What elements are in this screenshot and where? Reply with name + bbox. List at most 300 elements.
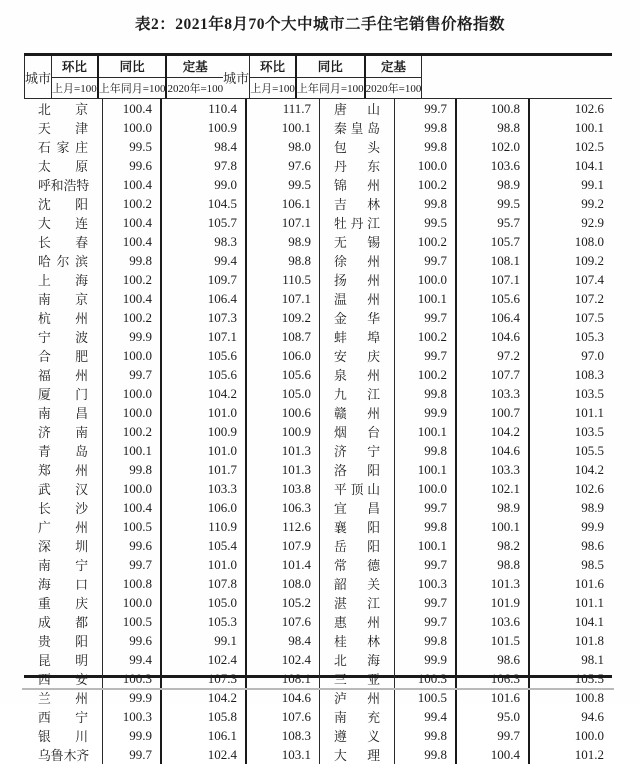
yoy-index-value: 105.3 bbox=[162, 612, 247, 631]
mom-index-value: 99.8 bbox=[395, 441, 457, 460]
table-row bbox=[320, 479, 612, 498]
mom-index-value: 99.6 bbox=[103, 631, 162, 650]
table-row bbox=[24, 156, 320, 175]
mom-index-value: 99.7 bbox=[103, 745, 162, 764]
mom-index-value: 99.8 bbox=[395, 384, 457, 403]
mom-index-value: 99.7 bbox=[395, 251, 457, 270]
fixed-base-index-value: 98.5 bbox=[581, 556, 604, 572]
header-mom-label: 环比 bbox=[250, 56, 295, 78]
yoy-index-value: 100.9 bbox=[162, 422, 247, 441]
mom-index-value: 100.4 bbox=[103, 232, 162, 251]
header-base-sublabel: 2020年=100 bbox=[167, 82, 224, 95]
yoy-index-value: 109.7 bbox=[162, 270, 247, 289]
fixed-base-index-value: 108.3 bbox=[574, 366, 604, 382]
yoy-index-value: 107.1 bbox=[162, 327, 247, 346]
mom-index-value: 100.2 bbox=[395, 175, 457, 194]
yoy-index-value: 107.3 bbox=[162, 308, 247, 327]
mom-index-value: 100.0 bbox=[103, 384, 162, 403]
city-name: 泸 州 bbox=[320, 688, 395, 707]
table-row bbox=[320, 574, 612, 593]
header-yoy-label: 同比 bbox=[99, 56, 166, 78]
mom-index-value: 99.9 bbox=[395, 403, 457, 422]
mom-index-value: 99.5 bbox=[103, 137, 162, 156]
price-index-table bbox=[24, 53, 612, 763]
fixed-base-index-value: 98.0 bbox=[247, 137, 320, 156]
city-name: 蚌 埠 bbox=[320, 327, 395, 346]
city-name: 贵 阳 bbox=[24, 631, 103, 650]
mom-index-value: 100.3 bbox=[395, 574, 457, 593]
yoy-index-value: 104.2 bbox=[162, 688, 247, 707]
fixed-base-index-value: 104.2 bbox=[574, 461, 604, 477]
city-name: 西 安 bbox=[24, 669, 103, 688]
fixed-base-index-value: 109.2 bbox=[574, 252, 604, 268]
fixed-base-index-value: 98.6 bbox=[581, 537, 604, 553]
mom-index-value: 99.9 bbox=[103, 327, 162, 346]
mom-index-value: 100.0 bbox=[103, 118, 162, 137]
yoy-index-value: 103.3 bbox=[457, 384, 530, 403]
yoy-index-value: 100.8 bbox=[457, 99, 530, 118]
table-row bbox=[320, 346, 612, 365]
mom-index-value: 100.2 bbox=[103, 422, 162, 441]
city-name: 南 宁 bbox=[24, 555, 103, 574]
header-base-label: 定基 bbox=[167, 56, 223, 78]
yoy-index-value: 106.3 bbox=[457, 669, 530, 688]
yoy-index-value: 99.1 bbox=[162, 631, 247, 650]
header-base-left bbox=[167, 56, 223, 98]
city-name: 湛 江 bbox=[320, 593, 395, 612]
mom-index-value: 99.8 bbox=[395, 631, 457, 650]
city-name: 平 顶 山 bbox=[320, 479, 395, 498]
fixed-base-index-value: 102.5 bbox=[574, 138, 604, 154]
table-row bbox=[24, 707, 320, 726]
yoy-index-value: 102.1 bbox=[457, 479, 530, 498]
mom-index-value: 100.2 bbox=[395, 232, 457, 251]
yoy-index-value: 99.4 bbox=[162, 251, 247, 270]
city-name: 太 原 bbox=[24, 156, 103, 175]
fixed-base-index-value: 101.3 bbox=[247, 441, 320, 460]
table-row bbox=[320, 213, 612, 232]
table-row bbox=[24, 479, 320, 498]
table-row bbox=[320, 517, 612, 536]
yoy-index-value: 103.3 bbox=[457, 460, 530, 479]
yoy-index-value: 103.6 bbox=[457, 612, 530, 631]
city-name: 哈 尔 滨 bbox=[24, 251, 103, 270]
fixed-base-index-value: 101.4 bbox=[247, 555, 320, 574]
table-row bbox=[320, 745, 612, 764]
table-row bbox=[24, 631, 320, 650]
fixed-base-index-value: 105.5 bbox=[574, 670, 604, 686]
fixed-base-index-value: 101.3 bbox=[247, 460, 320, 479]
table-row bbox=[24, 175, 320, 194]
table-row bbox=[24, 726, 320, 745]
mom-index-value: 100.4 bbox=[103, 213, 162, 232]
yoy-index-value: 105.7 bbox=[457, 232, 530, 251]
city-name: 西 宁 bbox=[24, 707, 103, 726]
yoy-index-value: 102.4 bbox=[162, 745, 247, 764]
fixed-base-index-value: 105.3 bbox=[574, 328, 604, 344]
table-row bbox=[320, 99, 612, 118]
city-name: 上 海 bbox=[24, 270, 103, 289]
yoy-index-value: 95.0 bbox=[457, 707, 530, 726]
mom-index-value: 100.0 bbox=[103, 346, 162, 365]
yoy-index-value: 98.4 bbox=[162, 137, 247, 156]
mom-index-value: 99.7 bbox=[395, 593, 457, 612]
mom-index-value: 99.8 bbox=[103, 251, 162, 270]
yoy-index-value: 100.1 bbox=[457, 517, 530, 536]
fixed-base-index-value: 107.6 bbox=[247, 612, 320, 631]
city-name: 三 亚 bbox=[320, 669, 395, 688]
mom-index-value: 100.0 bbox=[103, 479, 162, 498]
table-row bbox=[24, 213, 320, 232]
table-row bbox=[24, 498, 320, 517]
mom-index-value: 100.1 bbox=[395, 460, 457, 479]
mom-index-value: 99.6 bbox=[103, 536, 162, 555]
city-name: 遵 义 bbox=[320, 726, 395, 745]
city-name: 青 岛 bbox=[24, 441, 103, 460]
yoy-index-value: 99.5 bbox=[457, 194, 530, 213]
mom-index-value: 99.7 bbox=[103, 555, 162, 574]
fixed-base-index-value: 94.6 bbox=[581, 708, 604, 724]
yoy-index-value: 110.9 bbox=[162, 517, 247, 536]
mom-index-value: 99.6 bbox=[103, 156, 162, 175]
city-name: 兰 州 bbox=[24, 688, 103, 707]
city-name: 宜 昌 bbox=[320, 498, 395, 517]
yoy-index-value: 101.0 bbox=[162, 555, 247, 574]
fixed-base-index-value: 107.2 bbox=[574, 290, 604, 306]
table-row bbox=[24, 289, 320, 308]
city-name: 济 宁 bbox=[320, 441, 395, 460]
yoy-index-value: 98.2 bbox=[457, 536, 530, 555]
city-name: 南 昌 bbox=[24, 403, 103, 422]
fixed-base-index-value: 97.6 bbox=[247, 156, 320, 175]
fixed-base-index-value: 105.6 bbox=[247, 365, 320, 384]
table-row bbox=[320, 232, 612, 251]
city-name: 南 充 bbox=[320, 707, 395, 726]
mom-index-value: 100.2 bbox=[103, 308, 162, 327]
mom-index-value: 99.4 bbox=[395, 707, 457, 726]
table-row bbox=[320, 175, 612, 194]
fixed-base-index-value: 101.1 bbox=[574, 404, 604, 420]
city-name: 无 锡 bbox=[320, 232, 395, 251]
mom-index-value: 99.7 bbox=[395, 612, 457, 631]
yoy-index-value: 98.6 bbox=[457, 650, 530, 669]
table-row bbox=[320, 422, 612, 441]
fixed-base-index-value: 98.9 bbox=[581, 499, 604, 515]
header-mom-right bbox=[250, 56, 297, 98]
city-name: 宁 波 bbox=[24, 327, 103, 346]
table-row bbox=[24, 99, 320, 118]
mom-index-value: 100.1 bbox=[395, 536, 457, 555]
table-row bbox=[24, 669, 320, 688]
fixed-base-index-value: 108.1 bbox=[247, 669, 320, 688]
yoy-index-value: 103.6 bbox=[457, 156, 530, 175]
city-name: 唐 山 bbox=[320, 99, 395, 118]
fixed-base-index-value: 98.1 bbox=[581, 651, 604, 667]
city-name: 乌 鲁 木 齐 bbox=[24, 745, 103, 764]
city-name: 武 汉 bbox=[24, 479, 103, 498]
mom-index-value: 99.7 bbox=[395, 498, 457, 517]
fixed-base-index-value: 110.5 bbox=[247, 270, 320, 289]
header-base-sublabel: 2020年=100 bbox=[365, 82, 422, 95]
table-body bbox=[24, 99, 612, 763]
mom-index-value: 99.9 bbox=[395, 650, 457, 669]
city-name: 泉 州 bbox=[320, 365, 395, 384]
city-name: 金 华 bbox=[320, 308, 395, 327]
city-name: 长 沙 bbox=[24, 498, 103, 517]
table-row bbox=[24, 422, 320, 441]
city-name: 烟 台 bbox=[320, 422, 395, 441]
table-row bbox=[320, 365, 612, 384]
fixed-base-index-value: 107.9 bbox=[247, 536, 320, 555]
yoy-index-value: 97.2 bbox=[457, 346, 530, 365]
fixed-base-index-value: 101.6 bbox=[574, 575, 604, 591]
fixed-base-index-value: 99.1 bbox=[581, 176, 604, 192]
mom-index-value: 100.8 bbox=[103, 574, 162, 593]
yoy-index-value: 104.6 bbox=[457, 441, 530, 460]
yoy-index-value: 98.3 bbox=[162, 232, 247, 251]
fixed-base-index-value: 107.1 bbox=[247, 289, 320, 308]
header-mom-left bbox=[52, 56, 99, 98]
yoy-index-value: 99.0 bbox=[162, 175, 247, 194]
yoy-index-value: 105.8 bbox=[162, 707, 247, 726]
fixed-base-index-value: 101.1 bbox=[574, 594, 604, 610]
yoy-index-value: 101.0 bbox=[162, 441, 247, 460]
mom-index-value: 100.5 bbox=[103, 517, 162, 536]
yoy-index-value: 108.1 bbox=[457, 251, 530, 270]
mom-index-value: 99.7 bbox=[395, 99, 457, 118]
fixed-base-index-value: 103.1 bbox=[247, 745, 320, 764]
mom-index-value: 100.2 bbox=[103, 194, 162, 213]
table-row bbox=[320, 384, 612, 403]
table-row bbox=[320, 270, 612, 289]
fixed-base-index-value: 111.7 bbox=[247, 99, 320, 118]
header-city-left: 城市 bbox=[24, 56, 52, 98]
table-row bbox=[24, 555, 320, 574]
table-row bbox=[320, 498, 612, 517]
city-name: 秦 皇 岛 bbox=[320, 118, 395, 137]
mom-index-value: 99.4 bbox=[103, 650, 162, 669]
city-name: 温 州 bbox=[320, 289, 395, 308]
city-name: 岳 阳 bbox=[320, 536, 395, 555]
fixed-base-index-value: 103.8 bbox=[247, 479, 320, 498]
fixed-base-index-value: 99.9 bbox=[581, 518, 604, 534]
fixed-base-index-value: 108.3 bbox=[247, 726, 320, 745]
mom-index-value: 99.9 bbox=[103, 688, 162, 707]
mom-index-value: 100.0 bbox=[395, 156, 457, 175]
mom-index-value: 99.7 bbox=[395, 308, 457, 327]
yoy-index-value: 100.9 bbox=[162, 118, 247, 137]
city-name: 天 津 bbox=[24, 118, 103, 137]
city-name: 吉 林 bbox=[320, 194, 395, 213]
city-name: 襄 阳 bbox=[320, 517, 395, 536]
mom-index-value: 99.8 bbox=[395, 517, 457, 536]
mom-index-value: 99.5 bbox=[395, 213, 457, 232]
table-row bbox=[320, 327, 612, 346]
fixed-base-index-value: 104.6 bbox=[247, 688, 320, 707]
city-name: 韶 关 bbox=[320, 574, 395, 593]
table-body-right bbox=[320, 99, 612, 763]
header-base-label: 定基 bbox=[366, 56, 422, 78]
table-row bbox=[320, 707, 612, 726]
yoy-index-value: 104.2 bbox=[457, 422, 530, 441]
mom-index-value: 100.1 bbox=[395, 289, 457, 308]
yoy-index-value: 105.7 bbox=[162, 213, 247, 232]
table-row bbox=[24, 460, 320, 479]
table-row bbox=[24, 118, 320, 137]
fixed-base-index-value: 99.5 bbox=[247, 175, 320, 194]
city-name: 郑 州 bbox=[24, 460, 103, 479]
city-name: 厦 门 bbox=[24, 384, 103, 403]
fixed-base-index-value: 108.7 bbox=[247, 327, 320, 346]
yoy-index-value: 106.1 bbox=[162, 726, 247, 745]
table-row bbox=[320, 403, 612, 422]
mom-index-value: 99.8 bbox=[395, 137, 457, 156]
city-name: 扬 州 bbox=[320, 270, 395, 289]
table-row bbox=[24, 232, 320, 251]
yoy-index-value: 102.0 bbox=[457, 137, 530, 156]
city-name: 南 京 bbox=[24, 289, 103, 308]
fixed-base-index-value: 104.1 bbox=[574, 157, 604, 173]
fixed-base-index-value: 102.6 bbox=[574, 480, 604, 496]
table-row bbox=[320, 460, 612, 479]
table-row bbox=[320, 612, 612, 631]
mom-index-value: 99.7 bbox=[395, 555, 457, 574]
table-row bbox=[24, 403, 320, 422]
table-row bbox=[320, 194, 612, 213]
table-header bbox=[24, 56, 612, 99]
mom-index-value: 99.7 bbox=[395, 346, 457, 365]
fixed-base-index-value: 100.1 bbox=[247, 118, 320, 137]
city-name: 赣 州 bbox=[320, 403, 395, 422]
fixed-base-index-value: 112.6 bbox=[247, 517, 320, 536]
city-name: 福 州 bbox=[24, 365, 103, 384]
yoy-index-value: 104.5 bbox=[162, 194, 247, 213]
mom-index-value: 100.4 bbox=[103, 99, 162, 118]
table-row bbox=[24, 574, 320, 593]
yoy-index-value: 99.7 bbox=[457, 726, 530, 745]
yoy-index-value: 107.8 bbox=[162, 574, 247, 593]
table-row bbox=[320, 308, 612, 327]
city-name: 徐 州 bbox=[320, 251, 395, 270]
mom-index-value: 99.8 bbox=[395, 726, 457, 745]
mom-index-value: 99.9 bbox=[103, 726, 162, 745]
table-row bbox=[320, 593, 612, 612]
header-yoy-label: 同比 bbox=[297, 56, 364, 78]
mom-index-value: 100.3 bbox=[395, 669, 457, 688]
bottom-divider bbox=[22, 688, 614, 690]
yoy-index-value: 102.4 bbox=[162, 650, 247, 669]
table-row bbox=[320, 669, 612, 688]
fixed-base-index-value: 105.2 bbox=[247, 593, 320, 612]
mom-index-value: 100.4 bbox=[103, 498, 162, 517]
fixed-base-index-value: 92.9 bbox=[581, 214, 604, 230]
mom-index-value: 100.2 bbox=[103, 270, 162, 289]
mom-index-value: 100.5 bbox=[103, 612, 162, 631]
header-yoy-left bbox=[99, 56, 168, 98]
table-row bbox=[24, 745, 320, 764]
table-row bbox=[320, 251, 612, 270]
city-name: 北 京 bbox=[24, 99, 103, 118]
yoy-index-value: 101.6 bbox=[457, 688, 530, 707]
table-row bbox=[24, 365, 320, 384]
table-row bbox=[24, 346, 320, 365]
yoy-index-value: 106.0 bbox=[162, 498, 247, 517]
city-name: 北 海 bbox=[320, 650, 395, 669]
city-name: 常 德 bbox=[320, 555, 395, 574]
table-row bbox=[24, 251, 320, 270]
yoy-index-value: 105.6 bbox=[162, 365, 247, 384]
yoy-index-value: 100.4 bbox=[457, 745, 530, 764]
header-mom-label: 环比 bbox=[52, 56, 97, 78]
city-name: 呼 和 浩 特 bbox=[24, 175, 103, 194]
table-row bbox=[320, 441, 612, 460]
header-city-right: 城市 bbox=[223, 56, 250, 98]
city-name: 石 家 庄 bbox=[24, 137, 103, 156]
yoy-index-value: 106.4 bbox=[457, 308, 530, 327]
yoy-index-value: 105.0 bbox=[162, 593, 247, 612]
fixed-base-index-value: 100.1 bbox=[574, 119, 604, 135]
table-row bbox=[24, 384, 320, 403]
header-yoy-sublabel: 上年同月=100 bbox=[296, 82, 364, 95]
city-name: 昆 明 bbox=[24, 650, 103, 669]
yoy-index-value: 107.1 bbox=[457, 270, 530, 289]
table-title: 表2：2021年8月70个大中城市二手住宅销售价格指数 bbox=[134, 16, 505, 33]
table-row bbox=[24, 536, 320, 555]
city-name: 深 圳 bbox=[24, 536, 103, 555]
fixed-base-index-value: 100.0 bbox=[574, 727, 604, 743]
yoy-index-value: 97.8 bbox=[162, 156, 247, 175]
city-name: 锦 州 bbox=[320, 175, 395, 194]
yoy-index-value: 98.8 bbox=[457, 118, 530, 137]
city-name: 沈 阳 bbox=[24, 194, 103, 213]
mom-index-value: 100.0 bbox=[103, 593, 162, 612]
city-name: 济 南 bbox=[24, 422, 103, 441]
table-row bbox=[320, 289, 612, 308]
table-row bbox=[24, 270, 320, 289]
city-name: 丹 东 bbox=[320, 156, 395, 175]
table-row bbox=[24, 327, 320, 346]
mom-index-value: 100.4 bbox=[103, 175, 162, 194]
yoy-index-value: 105.6 bbox=[162, 346, 247, 365]
yoy-index-value: 100.7 bbox=[457, 403, 530, 422]
fixed-base-index-value: 105.0 bbox=[247, 384, 320, 403]
fixed-base-index-value: 102.6 bbox=[574, 100, 604, 116]
mom-index-value: 100.2 bbox=[395, 327, 457, 346]
city-name: 惠 州 bbox=[320, 612, 395, 631]
mom-index-value: 100.1 bbox=[395, 422, 457, 441]
table-row bbox=[320, 631, 612, 650]
table-row bbox=[320, 137, 612, 156]
fixed-base-index-value: 101.8 bbox=[574, 632, 604, 648]
mom-index-value: 100.3 bbox=[103, 669, 162, 688]
header-base-right bbox=[366, 56, 423, 98]
yoy-index-value: 101.9 bbox=[457, 593, 530, 612]
table-row bbox=[24, 194, 320, 213]
mom-index-value: 99.7 bbox=[103, 365, 162, 384]
fixed-base-index-value: 102.4 bbox=[247, 650, 320, 669]
fixed-base-index-value: 106.0 bbox=[247, 346, 320, 365]
table-row bbox=[320, 650, 612, 669]
yoy-index-value: 103.3 bbox=[162, 479, 247, 498]
city-name: 桂 林 bbox=[320, 631, 395, 650]
fixed-base-index-value: 107.6 bbox=[247, 707, 320, 726]
fixed-base-index-value: 107.5 bbox=[574, 309, 604, 325]
fixed-base-index-value: 98.4 bbox=[247, 631, 320, 650]
yoy-index-value: 101.5 bbox=[457, 631, 530, 650]
yoy-index-value: 110.4 bbox=[162, 99, 247, 118]
table-row bbox=[320, 688, 612, 707]
table-row bbox=[24, 593, 320, 612]
